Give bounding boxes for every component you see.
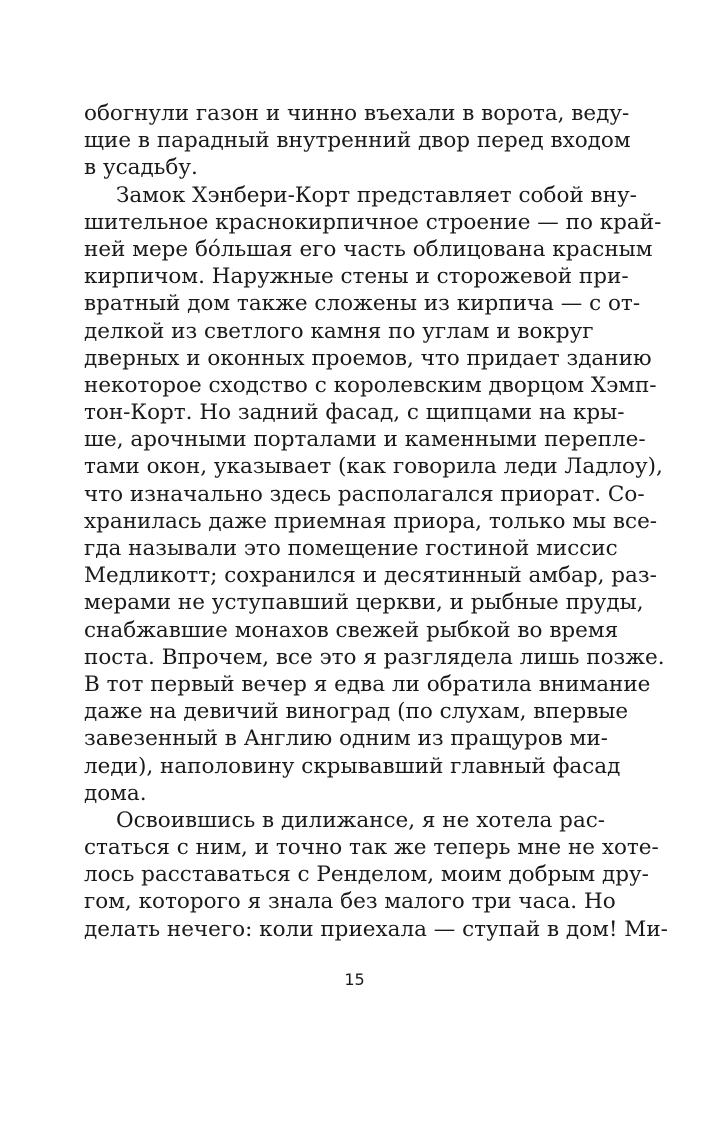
text-line: обогнули газон и чинно въехали в ворота, веду- — [84, 101, 630, 126]
text-line: снабжавшие монахов свежей рыбкой во время — [84, 617, 619, 643]
text-line: завезенный в Англию одним из пращуров ми- — [84, 726, 608, 752]
text-line: ней мере бóльшая его часть облицована красным — [84, 236, 653, 262]
text-line: кирпичом. Наружные стены и сторожевой при- — [84, 264, 629, 290]
text-line: статься с ним, и точно так же теперь мне не хоте- — [84, 835, 659, 861]
text-line: делать нечего: коли приехала — ступай в дом! Ми- — [84, 916, 668, 942]
text-line: хранилась даже приемная приора, только мы все- — [84, 508, 658, 534]
text-line: леди), наполовину скрывавший главный фасад — [84, 753, 621, 779]
text-line: некоторое сходство с королевским дворцом Хэмп- — [84, 372, 657, 398]
text-line: мерами не уступавший церкви, и рыбные пруды, — [84, 590, 644, 616]
paragraph — [84, 182, 665, 807]
text-line: Освоившись в дилижансе, я не хотела рас- — [116, 807, 606, 833]
text-line: гда называли это помещение гостиной миссис — [84, 536, 618, 561]
text-line: дома. — [84, 780, 147, 806]
text-line: тами окон, указывает (как говорила леди Ладлоу), — [84, 454, 663, 480]
text-line: ше, арочными порталами и каменными перепле- — [84, 427, 646, 453]
text-line: тон-Корт. Но задний фасад, с щипцами на кры- — [84, 400, 625, 426]
text-line: поста. Впрочем, все это я разглядела лишь позже. — [84, 644, 665, 670]
text-line: Замок Хэнбери-Корт представляет собой вну- — [116, 182, 637, 208]
paragraph — [84, 807, 668, 943]
page-number: 15 — [344, 970, 365, 989]
text-line: Медликотт; сохранился и десятинный амбар, раз- — [84, 563, 657, 589]
text-line: дверных и оконных проемов, что придает зданию — [84, 345, 652, 371]
text-line: шительное краснокирпичное строение — по край- — [84, 209, 662, 235]
text-line: делкой из светлого камня по углам и вокруг — [84, 318, 594, 344]
text-line: в усадьбу. — [84, 155, 198, 181]
text-line: щие в парадный внутренний двор перед входом — [84, 128, 631, 154]
text-line: что изначально здесь располагался приорат. Со- — [84, 481, 645, 507]
text-line: лось расставаться с Ренделом, моим добрым дру- — [84, 862, 649, 888]
text-line: гом, которого я знала без малого три часа. Но — [84, 889, 616, 915]
text-line: В тот первый вечер я едва ли обратила внимание — [84, 671, 651, 697]
text-line: вратный дом также сложены из кирпича — с от- — [84, 291, 641, 317]
text-line: даже на девичий виноград (по слухам, впервые — [84, 699, 629, 725]
body-text — [84, 100, 668, 943]
paragraph — [84, 100, 631, 182]
